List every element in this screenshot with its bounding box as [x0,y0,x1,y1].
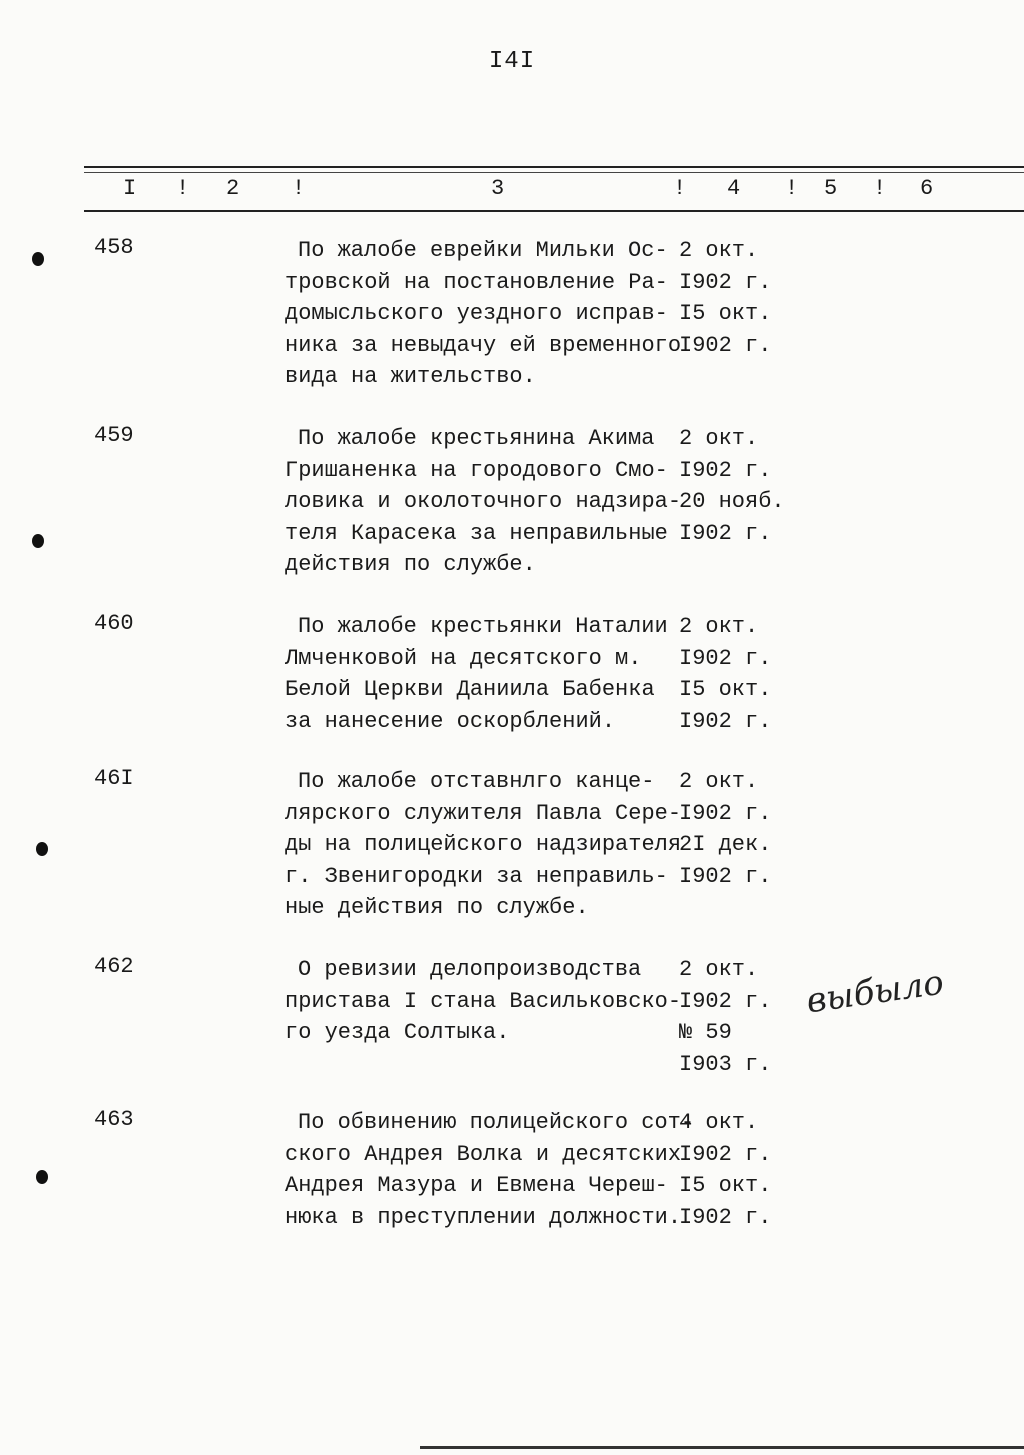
entry-description [285,423,682,581]
desc-line: По жалобе крестьянки Наталии [298,614,668,639]
desc-line: О ревизии делопроизводства [298,957,642,982]
entry-dates [679,235,789,361]
desc-line: тровской на постановление Ра- [285,269,668,295]
header-top-rule [84,166,1024,168]
date-line: I902 г. [679,645,772,671]
entry-number: 460 [94,611,134,636]
date-line: I902 г. [679,457,772,483]
date-line: 2 окт. [679,769,759,794]
date-line: 2I дек. [679,832,772,857]
entry-description [285,235,682,393]
desc-line: По обвинению полицейского сот- [298,1110,695,1135]
date-line: 2 окт. [679,426,759,451]
entry-description [285,611,675,737]
date-line: № 59 [679,1020,732,1045]
punch-hole [36,1170,48,1184]
entry-dates [679,423,789,549]
date-line: I902 г. [679,863,772,889]
desc-line: ника за невыдачу ей временного [285,332,682,358]
desc-line: теля Карасека за неправильные [285,520,668,546]
date-line: I902 г. [679,1141,772,1167]
desc-line: вида на жительство. [285,364,536,389]
entry-dates [679,954,789,1080]
entry-dates [679,766,789,892]
desc-line: ского Андрея Волка и десятских [285,1141,682,1167]
col-separator: ! [785,176,799,201]
page-number: I4I [488,48,536,75]
entry-number: 463 [94,1107,134,1132]
desc-line: По жалобе крестьянина Акима [298,426,655,451]
desc-line: ные действия по службе. [285,895,589,920]
desc-line: По жалобе отставнлго канце- [298,769,655,794]
date-line: I5 окт. [679,1173,772,1198]
date-line: I902 г. [679,800,772,826]
col-header-5: 5 [824,176,838,201]
col-header-6: 6 [920,176,934,201]
col-header-4: 4 [727,176,741,201]
desc-line: Лмченковой на десятского м. [285,645,642,671]
date-line: I902 г. [679,269,772,295]
date-line: 4 окт. [679,1110,759,1135]
date-line: 2 окт. [679,238,759,263]
col-header-1: I [123,176,137,201]
date-line: I902 г. [679,708,772,734]
date-line: I902 г. [679,988,772,1014]
punch-hole [32,252,44,266]
desc-line: ды на полицейского надзирателя [285,832,682,857]
date-line: I5 окт. [679,677,772,702]
date-line: I902 г. [679,520,772,546]
desc-line: пристава I стана Васильковско- [285,988,682,1014]
desc-line: Андрея Мазура и Евмена Череш- [285,1173,668,1198]
desc-line: лярского служителя Павла Сере- [285,800,682,826]
header-bottom-rule [84,210,1024,212]
column-header-row [0,176,1024,204]
entry-dates [679,1107,789,1233]
date-line: I5 окт. [679,301,772,326]
punch-hole [36,842,48,856]
desc-line: г. Звенигородки за неправиль- [285,863,668,889]
col-header-2: 2 [226,176,240,201]
date-line: 20 нояб. [679,489,785,514]
entry-number: 46I [94,766,134,791]
date-line: I903 г. [679,1051,772,1077]
date-line: I902 г. [679,1204,772,1230]
desc-line: Гришаненка на городового Смо- [285,457,668,483]
desc-line: действия по службе. [285,552,536,577]
bottom-edge-band [420,1446,1024,1449]
desc-line: го уезда Солтыка. [285,1020,510,1045]
date-line: 2 окт. [679,614,759,639]
handwritten-note: выбыло [803,962,947,1022]
desc-line: Белой Церкви Даниила Бабенка [285,677,655,702]
col-separator: ! [292,176,306,201]
date-line: 2 окт. [679,957,759,982]
header-top-rule-thin [84,172,1024,173]
entry-description [285,954,682,1049]
desc-line: за нанесение оскорблений. [285,708,616,734]
entry-number: 459 [94,423,134,448]
entry-number: 462 [94,954,134,979]
entry-description [285,766,682,924]
punch-hole [32,534,44,548]
col-separator: ! [873,176,887,201]
entry-number: 458 [94,235,134,260]
col-separator: ! [673,176,687,201]
entry-description [285,1107,695,1233]
desc-line: нюка в преступлении должности. [285,1204,682,1230]
date-line: I902 г. [679,332,772,358]
entry-dates [679,611,789,737]
desc-line: По жалобе еврейки Мильки Ос- [298,238,668,263]
desc-line: домысльского уездного исправ- [285,301,668,326]
desc-line: ловика и околоточного надзира- [285,489,682,514]
col-header-3: 3 [491,176,505,201]
col-separator: ! [176,176,190,201]
